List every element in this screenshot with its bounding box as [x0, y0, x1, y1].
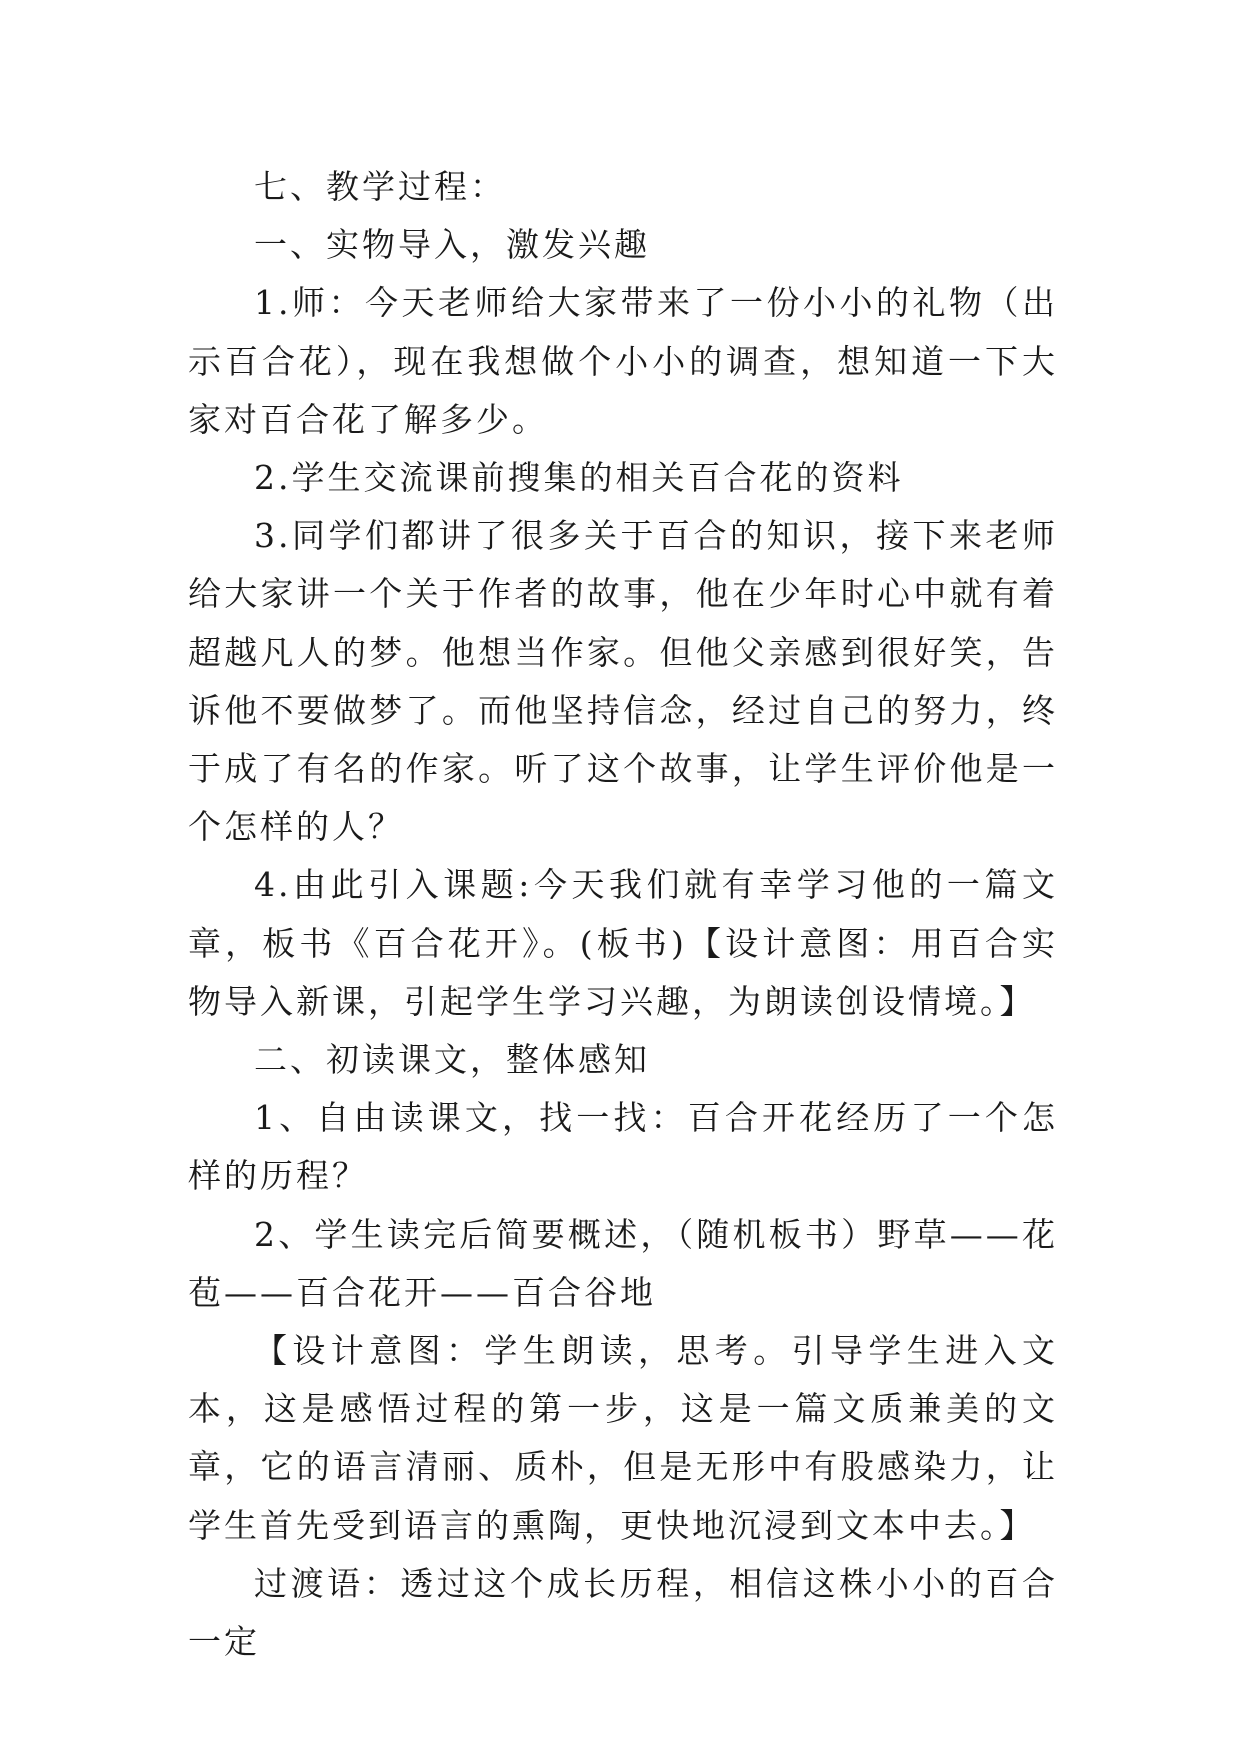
paragraph: 4.由此引入课题:今天我们就有幸学习他的一篇文章，板书《百合花开》。(板书)【设计意图：用百合实物导入新课，引起学生学习兴趣，为朗读创设情境。】 [188, 865, 1058, 1021]
section-heading: 七、教学过程： [254, 167, 506, 206]
subsection-heading: 二、初读课文，整体感知 [254, 1040, 650, 1080]
paragraph: 过渡语：透过这个成长历程，相信这株小小的百合一定 [188, 1563, 1058, 1662]
paragraph: 2.学生交流课前搜集的相关百合花的资料 [254, 458, 904, 498]
paragraph: 3.同学们都讲了很多关于百合的知识，接下来老师给大家讲一个关于作者的故事，他在少年时心中就有着超越凡人的梦。他想当作家。但他父亲感到很好笑，告诉他不要做梦了。而他坚持信念，经过自己的努力，终于成了有名的作家。听了这个故事，让学生评价他是一个怎样的人？ [188, 516, 1058, 847]
paragraph: 1.师：今天老师给大家带来了一份小小的礼物（出示百合花），现在我想做个小小的调查，想知道一下大家对百合花了解多少。 [188, 283, 1058, 439]
paragraph: 【设计意图：学生朗读，思考。引导学生进入文本，这是感悟过程的第一步，这是一篇文质兼美的文章，它的语言清丽、质朴，但是无形中有股感染力，让学生首先受到语言的熏陶，更快地沉浸到文本中去。】 [188, 1331, 1058, 1545]
paragraph: 1、自由读课文，找一找：百合开花经历了一个怎样的历程？ [188, 1098, 1058, 1196]
paragraph: 2、学生读完后简要概述，（随机板书）野草——花苞——百合花开——百合谷地 [188, 1214, 1058, 1312]
document-body [188, 158, 1058, 1671]
subsection-heading: 一、实物导入，激发兴趣 [254, 225, 650, 265]
